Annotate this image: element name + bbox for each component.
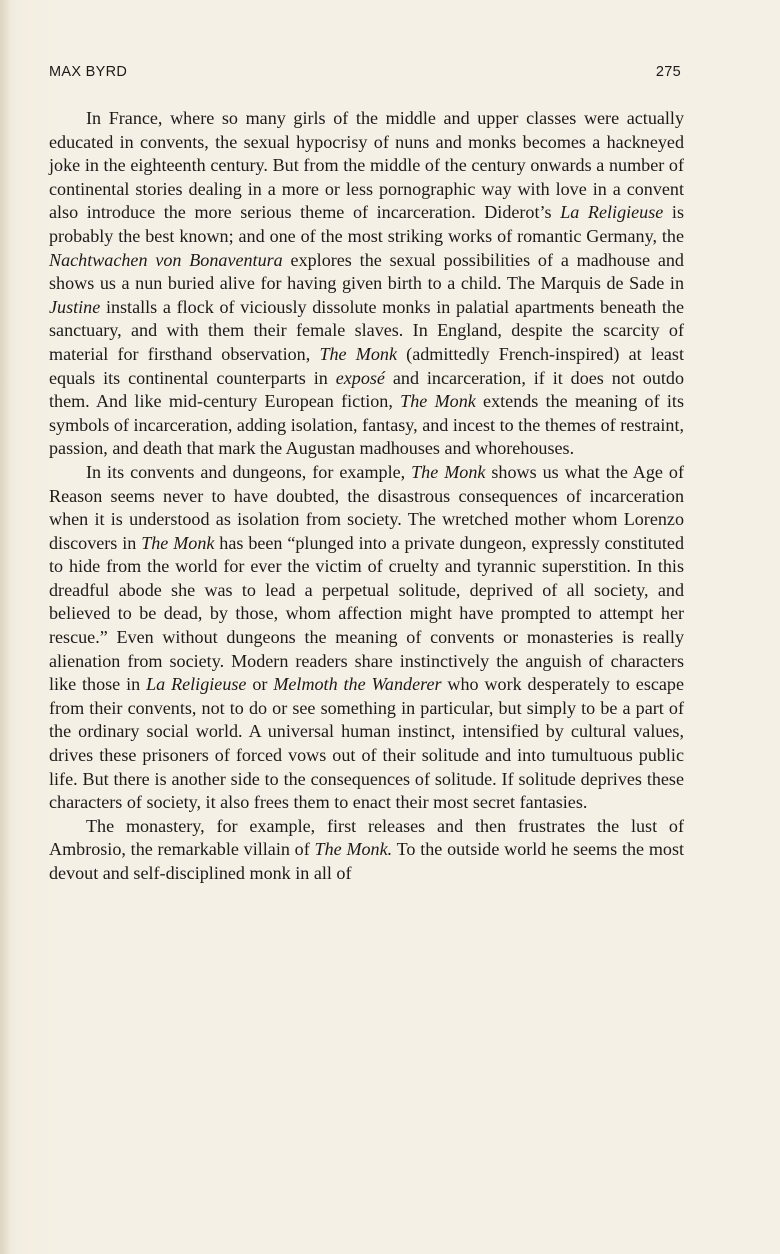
text-run: and incarceration, if it does not outdo them. And like mid-century European fiction,	[49, 367, 684, 412]
page-binding-shadow	[0, 0, 10, 1254]
running-head-author: MAX BYRD	[49, 64, 128, 80]
running-head	[49, 64, 681, 84]
paragraph	[49, 815, 684, 886]
text-run: In France, where so many girls of the middle and upper classes were actually educated in convents, the sexual hypocrisy of nuns and monks becomes a hackneyed joke in the eighteenth century. But from the middle of the century onwards a number of continental stories dealing in a more or less pornographic way with love in a convent also introduce the more serious theme of incarceration. Diderot’s	[49, 108, 684, 223]
page-number: 275	[655, 64, 681, 80]
text-run: shows us what the Age of Reason seems never to have doubted, the disastrous consequences of incarceration when it is understood as isolation from society. The wretched mother whom Lorenzo discovers in	[49, 461, 684, 553]
text-run: In its convents and dungeons, for example,	[86, 461, 412, 482]
italic-title-text: The Monk	[319, 343, 397, 364]
text-run: has been “plunged into a private dungeon, expressly constituted to hide from the world for ever the victim of cruelty and tyrannic superstition. In this dreadful abode she was to lead a perpetual solitude, deprived of all society, and believed to be dead, by those, whom affection might have prompted to attempt her rescue.” Even without dungeons the meaning of convents or monasteries is really alienation from society. Modern readers share instinctively the anguish of characters like those in	[49, 532, 684, 695]
italic-title-text: exposé	[335, 367, 385, 388]
body-text	[49, 107, 684, 886]
italic-title-text: Nachtwachen von Bonaventura	[49, 249, 283, 270]
italic-title-text: La Religieuse	[146, 674, 247, 695]
text-run: explores the sexual possibilities of a madhouse and shows us a nun buried alive for having given birth to a child. The Marquis de Sade in	[49, 249, 684, 294]
italic-title-text: La Religieuse	[560, 202, 664, 223]
paragraph	[49, 107, 684, 461]
italic-title-text: Melmoth the Wanderer	[273, 674, 442, 695]
paragraph	[49, 461, 684, 815]
italic-title-text: The Monk	[141, 532, 215, 553]
italic-title-text: The Monk.	[314, 839, 393, 860]
italic-title-text: Justine	[49, 296, 101, 317]
text-run: (admittedly French-inspired) at least equals its continental counterparts in	[49, 343, 684, 388]
text-run: installs a flock of viciously dissolute monks in palatial apartments beneath the sanctuary, and with them their female slaves. In England, despite the scarcity of material for firsthand observation,	[49, 296, 684, 364]
text-run: extends the meaning of its symbols of incarceration, adding isolation, fantasy, and incest to the themes of restraint, passion, and death that mark the Augustan madhouses and whorehouses.	[49, 391, 684, 459]
italic-title-text: The Monk	[411, 461, 486, 482]
italic-title-text: The Monk	[400, 391, 476, 412]
text-run: To the outside world he seems the most devout and self-disciplined monk in all of	[49, 839, 685, 883]
text-run: The monastery, for example, first releases and then frustrates the lust of Ambrosio, the remarkable villain of	[49, 815, 684, 860]
text-run: is probably the best known; and one of the most striking works of romantic Germany, the	[49, 202, 685, 246]
text-run: who work desperately to escape from their convents, not to do or see something in particular, but simply to be a part of the ordinary social world. A universal human instinct, intensified by cultural values, drives these prisoners of forced vows out of their solitude and into tumultuous public life. But there is another side to the consequences of solitude. If solitude deprives these characters of society, it also frees them to enact their most secret fantasies.	[49, 674, 685, 813]
text-run: or	[246, 674, 274, 695]
